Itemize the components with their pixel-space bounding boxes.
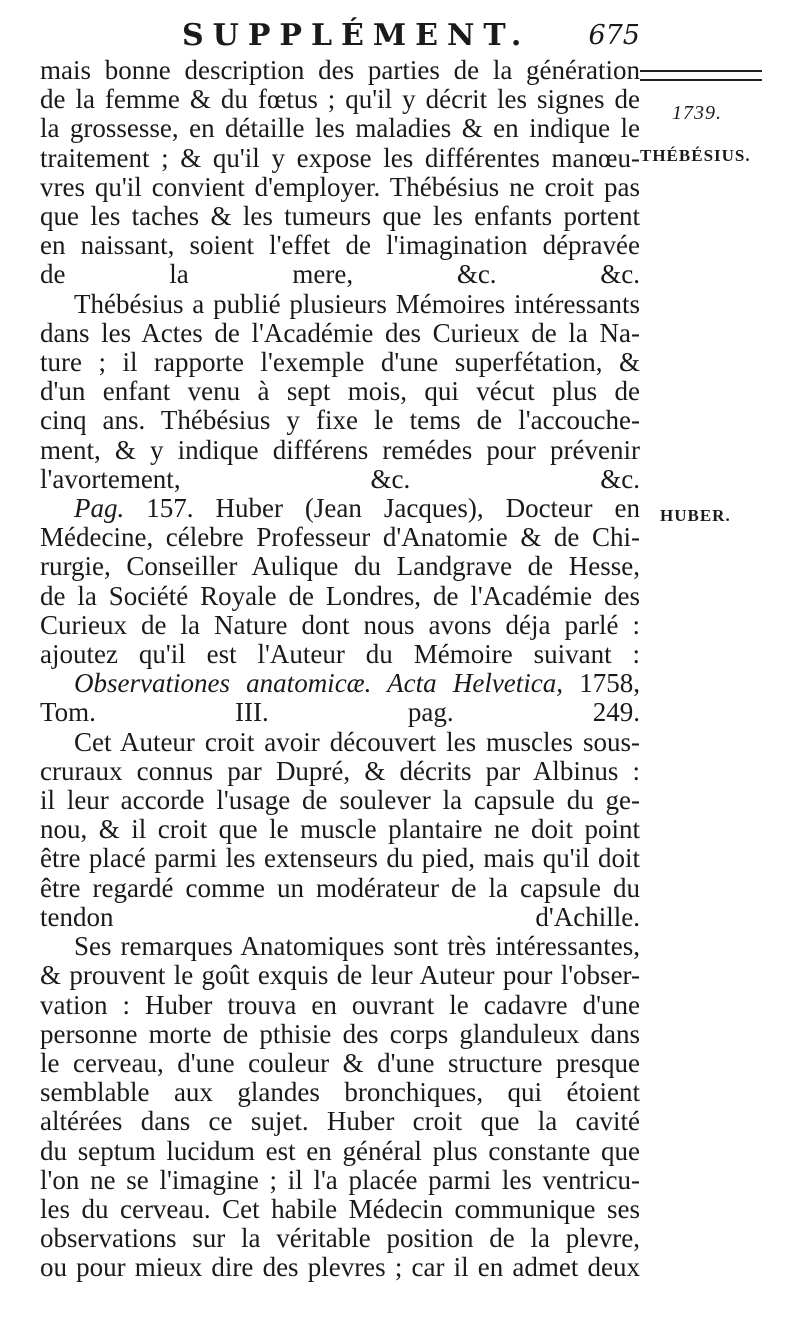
text-line: cruraux connus par Dupré, & décrits par Albinus : xyxy=(40,755,640,786)
text-line: il leur accorde l'usage de soulever la capsule du ge- xyxy=(40,785,640,816)
paragraph-4-citation xyxy=(40,669,640,727)
body-text xyxy=(40,56,640,1283)
page-header xyxy=(150,18,640,58)
text-line: semblable aux glandes bronchiques, qui étoient xyxy=(40,1077,640,1108)
margin-rule xyxy=(640,70,762,81)
paragraph-6 xyxy=(40,932,640,1282)
text-line: la grossesse, en détaille les maladies & en indique le xyxy=(40,113,640,144)
text-line: en naissant, soient l'effet de l'imagination dépravée xyxy=(40,230,640,261)
text-line: de la Société Royale de Londres, de l'Académie des xyxy=(40,580,640,611)
text-line: Ses remarques Anatomiques sont très intéressantes, xyxy=(74,931,640,962)
text-line: que les taches & les tumeurs que les enfants portent xyxy=(40,201,640,232)
citation-year: 1758, xyxy=(563,668,640,699)
text-line-rest: 157. Huber (Jean Jacques), Docteur en xyxy=(124,493,640,524)
text-line: & prouvent le goût exquis de leur Auteur pour l'obser- xyxy=(40,960,640,991)
running-head: SUPPLÉMENT. xyxy=(182,18,531,53)
margin-year: 1739. xyxy=(672,102,722,124)
text-line: vation : Huber trouva en ouvrant le cadavre d'une xyxy=(40,989,640,1020)
text-line: nou, & il croit que le muscle plantaire ne doit point xyxy=(40,814,640,845)
margin-note-huber: HUBER. xyxy=(660,506,731,525)
text-line: du septum lucidum est en général plus constante que xyxy=(40,1135,640,1166)
text-line: le cerveau, d'une couleur & d'une structure presque xyxy=(40,1047,640,1078)
text-line: altérées dans ce sujet. Huber croit que la cavité xyxy=(40,1106,640,1137)
text-line: ture ; il rapporte l'exemple d'une superfétation, & xyxy=(40,347,640,378)
citation-title: Observationes anatomicæ. Acta Helvetica, xyxy=(74,668,564,699)
text-line: de la mere, &c. &c. xyxy=(40,259,640,290)
text-line: traitement ; & qu'il y expose les différentes manœu- xyxy=(40,142,640,173)
paragraph-5 xyxy=(40,728,640,932)
text-line: personne morte de pthisie des corps glanduleux dans xyxy=(40,1018,640,1049)
text-line: les du cerveau. Cet habile Médecin communique ses xyxy=(40,1193,640,1224)
text-line: ou pour mieux dire des plevres ; car il en admet deux xyxy=(40,1252,640,1283)
text-line xyxy=(40,669,640,698)
text-line: Curieux de la Nature dont nous avons déja parlé : xyxy=(40,609,640,640)
text-line: mais bonne description des parties de la génération xyxy=(40,55,640,85)
text-line: d'un enfant venu à sept mois, qui vécut plus de xyxy=(40,376,640,407)
text-line: Thébésius a publié plusieurs Mémoires intéressants xyxy=(74,288,640,319)
page-reference: Pag. xyxy=(74,493,125,524)
paragraph-2 xyxy=(40,290,640,494)
text-line: être regardé comme un modérateur de la capsule du xyxy=(40,872,640,903)
text-line: de la femme & du fœtus ; qu'il y décrit les signes de xyxy=(40,84,640,115)
text-line: rurgie, Conseiller Aulique du Landgrave de Hesse, xyxy=(40,551,640,582)
text-line: Cet Auteur croit avoir découvert les muscles sous- xyxy=(74,726,640,757)
text-line: dans les Actes de l'Académie des Curieux de la Na- xyxy=(40,317,640,348)
text-line: observations sur la véritable position de la plevre, xyxy=(40,1223,640,1254)
text-line: ment, & y indique différens remédes pour prévenir xyxy=(40,434,640,465)
text-line: l'on ne se l'imagine ; il l'a placée parmi les ventricu- xyxy=(40,1164,640,1195)
paragraph-3 xyxy=(40,494,640,669)
text-line: cinq ans. Thébésius y fixe le tems de l'accouche- xyxy=(40,405,640,436)
page-number: 675 xyxy=(588,20,640,51)
text-line: Médecine, célebre Professeur d'Anatomie & de Chi- xyxy=(40,522,640,553)
text-line xyxy=(40,494,640,523)
text-line: tendon d'Achille. xyxy=(40,901,640,932)
text-line: être placé parmi les extenseurs du pied, mais qu'il doit xyxy=(40,843,640,874)
text-line: Tom. III. pag. 249. xyxy=(40,697,640,728)
text-line: l'avortement, &c. &c. xyxy=(40,463,640,494)
text-line: ajoutez qu'il est l'Auteur du Mémoire suivant : xyxy=(40,639,640,670)
text-line: vres qu'il convient d'employer. Thébésius ne croit pas xyxy=(40,171,640,202)
paragraph-1 xyxy=(40,56,640,290)
margin-note-thebesius: THÉBÉSIUS. xyxy=(640,146,751,165)
